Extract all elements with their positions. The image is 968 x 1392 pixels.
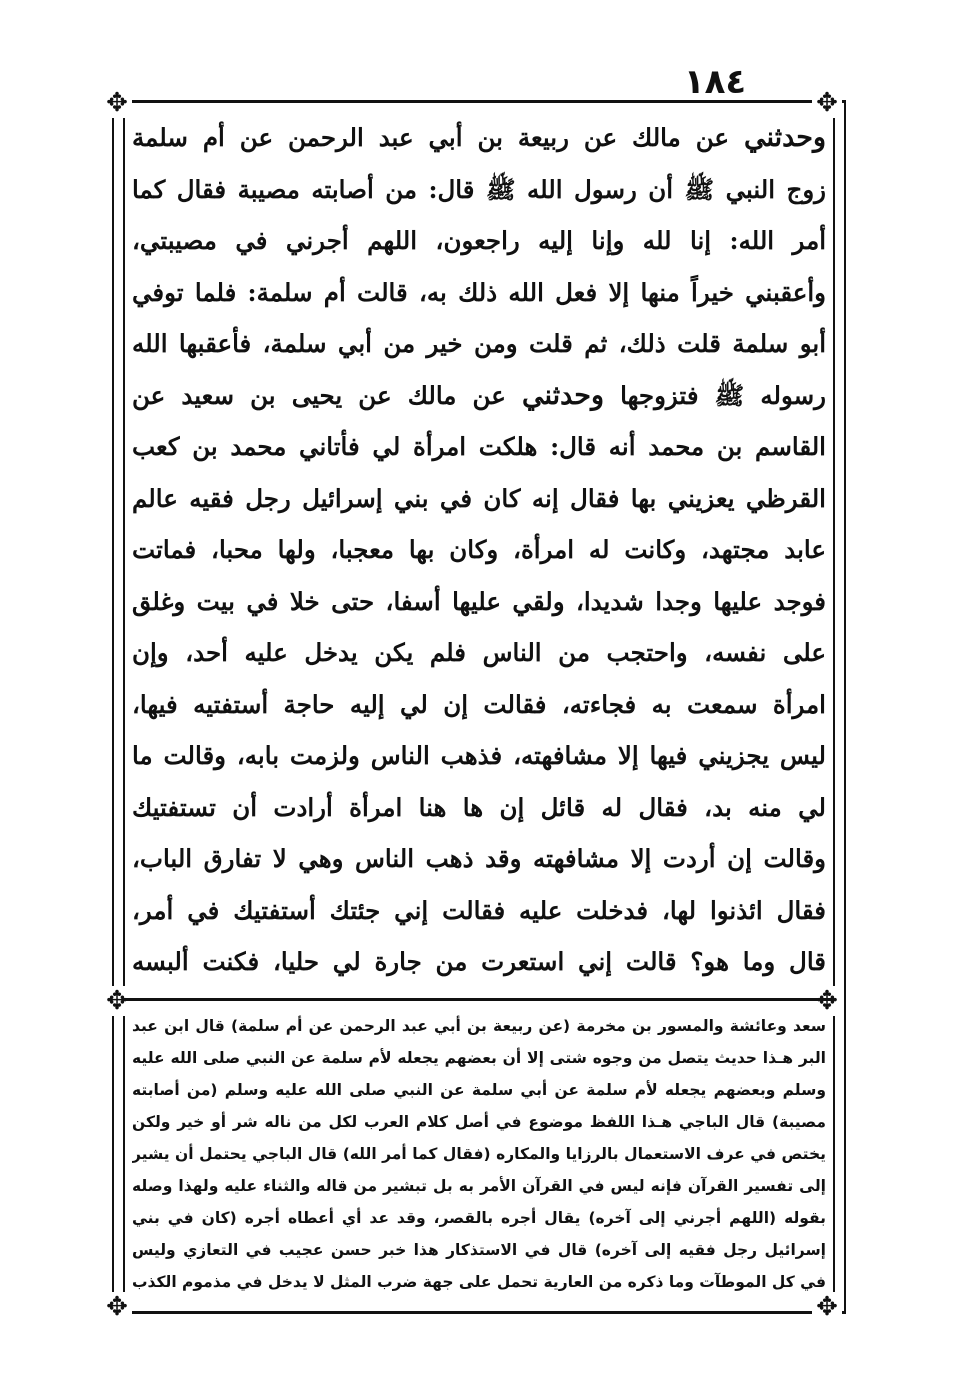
main-hadith-text: [132, 112, 826, 992]
hadith-paragraph-1: عن مالك عن ربيعة بن أبي عبد الرحمن عن أم سلمة زوج النبي ﷺ أن رسول الله ﷺ قال: من أصابته مصيبة فقال كما أمر الله: إنا لله وإنا إليه راجعون، اللهم أجرني في مصيبتي، وأعقبني خيراً منها إلا فعل الله ذلك به، قالت أم سلمة: فلما توفي أبو سلمة قلت ذلك، ثم قلت ومن خير من أبي سلمة، فأعقبها الله رسوله ﷺ فتزوجها: [132, 123, 826, 410]
commentary-footnote: سعد وعائشة والمسور بن مخرمة (عن ربيعة بن أبي عبد الرحمن عن أم سلمة) قال ابن عبد البر هـذا حديث يتصل من وجوه شتى إلا أن بعضهم يجعله لأم سلمة عن النبي صلى الله عليه وسلم وبعضهم يجعله لأم سلمة عن أبي سلمة عن النبي صلى الله عليه وسلم (من أصابته مصيبة) قال الباجي هـذا اللفظ موضوع في أصل كلام العرب لكل من ناله شر أو خير ولكن يختص في عرف الاستعمال بالرزايا والمكاره (فقال كما أمر الله) قال الباجي يحتمل أن يشير إلى تفسير القرآن فإنه ليس في القرآن الأمر به بل تبشير من قاله والثناء عليه ولهذا وصله بقوله (اللهم أجرني إلى آخره) يقال أجره بالقصر، وقد عد أي أعطاه أجره (كان في بني إسرائيل رجل فقيه إلى آخره) قال في الاستذكار هذا خبر حسن عجيب في التعازي وليس في كل الموطآت وما ذكره من العارية تحمل على جهة ضرب المثل لا يدخل في مذموم الكذب: [132, 1017, 826, 1291]
hadith-paragraph-2: عن مالك عن يحيى بن سعيد عن القاسم بن محمد أنه قال: هلكت امرأة لي فأتاني محمد بن كعب القرظي يعزيني بها فقال إنه كان في بني إسرائيل رجل فقيه عالم عابد مجتهد، وكانت له امرأة، وكان بها معجبا، ولها محبا، فماتت فوجد عليها وجدا شديدا، ولقي عليها أسفا، حتى خلا في بيت وغلق على نفسه، واحتجب من الناس فلم يكن يدخل عليه أحد، وإن امرأة سمعت به فجاءته، فقالت إن لي إليه حاجة أستفتيه فيها، ليس يجزيني فيها إلا مشافهته، فذهب الناس ولزمت بابه، وقالت ما لي منه بد، فقال له قائل إن ها هنا امرأة أرادت أن تستفتيك وقالت إن أردت إلا مشافهته وقد ذهب الناس وهي لا تفارق الباب، فقال ائذنوا لها، فدخلت عليه فقالت إني جئتك أستفتيك في أمر، قال وما هو؟ قالت إني استعرت من جارة لي حليا، فكنت ألبسه: [132, 380, 826, 976]
corner-ornament-icon: ✥: [812, 1292, 842, 1322]
divider-ornament-icon: ✥: [102, 986, 132, 1016]
corner-ornament-icon: ✥: [102, 1292, 132, 1322]
section-divider: [124, 998, 834, 1001]
hadith-opener-2: وحدثني: [521, 379, 605, 411]
corner-ornament-icon: ✥: [812, 88, 842, 118]
corner-ornament-icon: ✥: [102, 88, 132, 118]
page-number: ١٨٤: [683, 62, 747, 102]
hadith-opener: وحدثني: [743, 122, 826, 153]
divider-ornament-icon: ✥: [812, 986, 842, 1016]
